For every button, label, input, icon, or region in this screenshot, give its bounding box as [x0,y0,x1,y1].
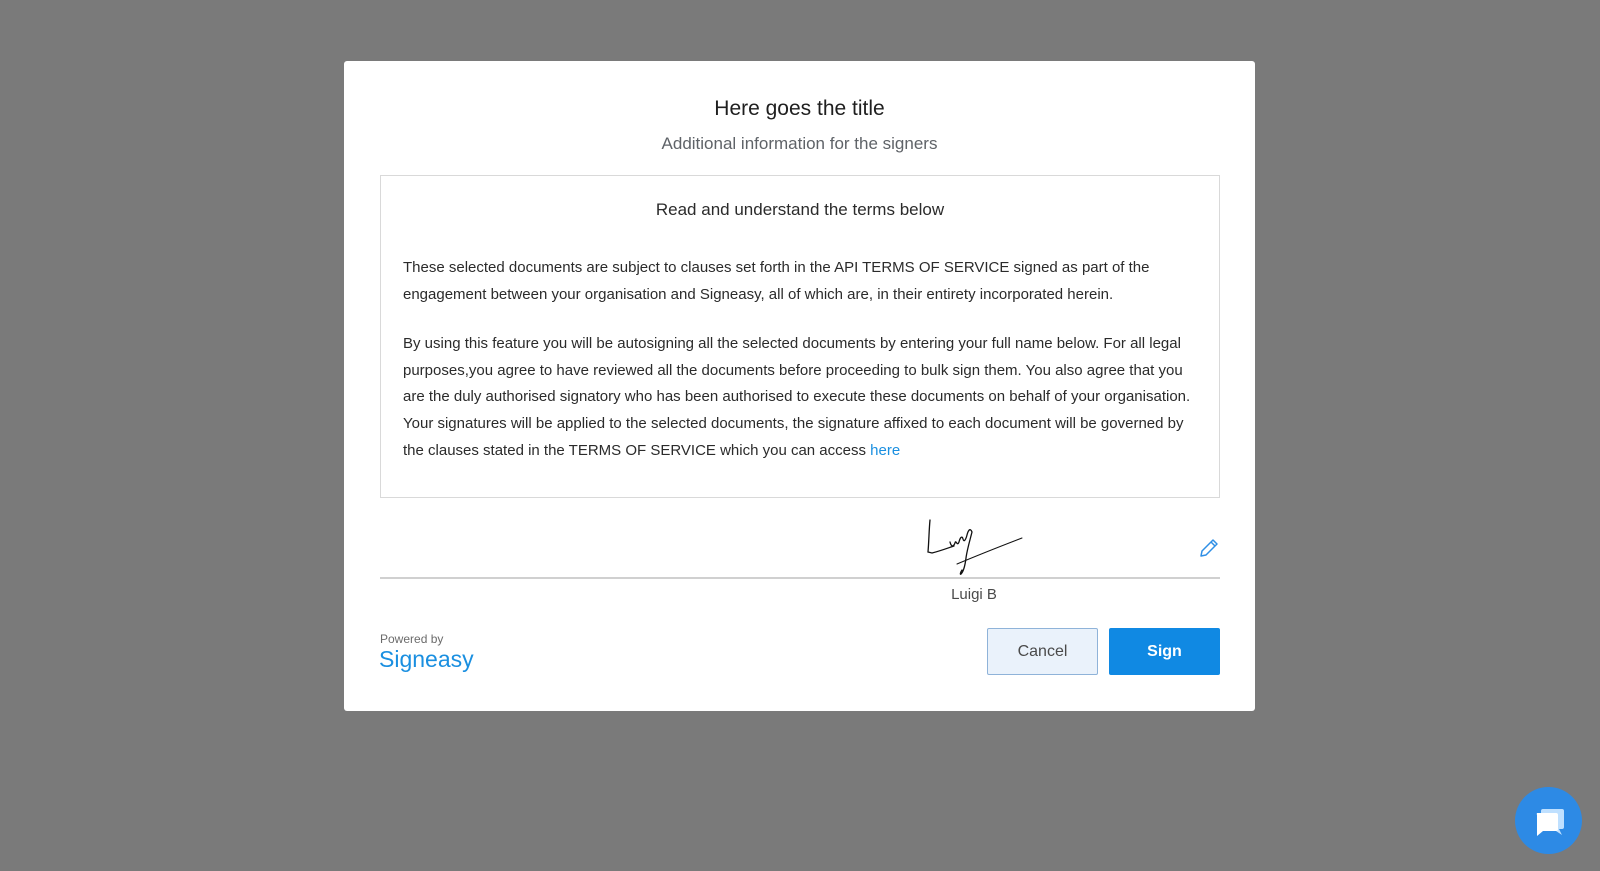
powered-by-label: Powered by [380,632,444,646]
pencil-icon[interactable] [1197,536,1221,560]
terms-paragraph-2-text: By using this feature you will be autosigning all the selected documents by entering your full name below. For all legal purposes,you agree to have reviewed all the documents before proceeding to bulk sign them. You also agree that you are the duly authorised signatory who has been authorised to execute these documents on behalf of your organisation. Your signatures will be applied to the selected documents, the signature affixed to each document will be governed by the clauses stated in the TERMS OF SERVICE which you can access [403,335,1191,459]
brand-logo: Signeasy [379,646,474,672]
sign-button[interactable]: Sign [1109,628,1220,675]
dialog-subtitle: Additional information for the signers [661,134,938,153]
signature-image [924,518,1024,576]
terms-paragraph-1: These selected documents are subject to clauses set forth in the API TERMS OF SERVICE signed as part of the engagement between your organisation and Signeasy, all of which are, in their entirety incorporated herein. [403,259,1150,303]
chat-bubble-icon [1531,803,1567,839]
terms-of-service-link[interactable]: here [870,441,901,459]
terms-heading: Read and understand the terms below [655,200,945,219]
terms-box [380,175,1220,498]
signer-name: Luigi B [951,586,997,603]
cancel-button[interactable]: Cancel [987,628,1098,675]
chat-button[interactable] [1515,787,1582,854]
dialog-title: Here goes the title [714,97,885,120]
signing-dialog [344,61,1255,711]
signature-line [380,577,1220,579]
terms-paragraph-2 [403,331,1203,465]
